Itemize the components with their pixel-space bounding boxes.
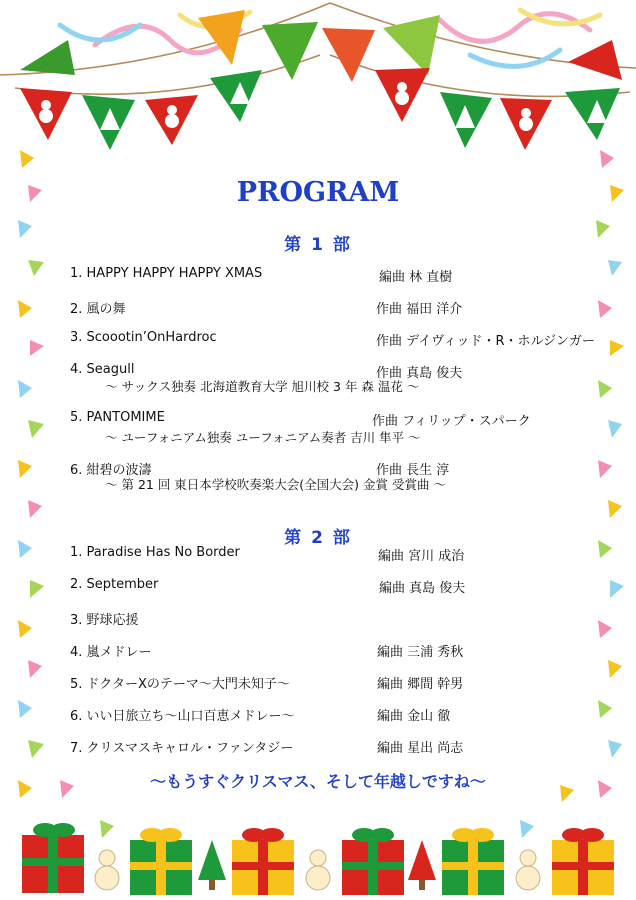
part1-item-4-credit: 作曲 真島 俊夫	[376, 366, 463, 381]
program-title: PROGRAM	[236, 177, 400, 208]
part2-item-2-credit: 編曲 真島 俊夫	[379, 581, 466, 596]
part2-item-5-title: 5. ドクターXのテーマ〜大門未知子〜	[70, 677, 290, 692]
part2-item-6-title: 6. いい日旅立ち〜山口百恵メドレー〜	[70, 709, 295, 724]
part2-item-2-title: 2. September	[70, 577, 159, 592]
part1-item-4-title: 4. Seagull	[70, 362, 135, 377]
part2-item-1-title: 1. Paradise Has No Border	[70, 545, 240, 560]
part2-item-4-title: 4. 嵐メドレー	[70, 645, 152, 660]
part1-item-5-title: 5. PANTOMIME	[70, 410, 165, 425]
part2-item-7-title: 7. クリスマスキャロル・ファンタジー	[70, 741, 294, 756]
part2-item-6-credit: 編曲 金山 徹	[377, 709, 451, 724]
part-1-heading: 第 1 部	[284, 235, 352, 255]
part1-item-1-title: 1. HAPPY HAPPY HAPPY XMAS	[70, 266, 263, 281]
part1-item-5-credit: 作曲 フィリップ・スパーク	[372, 414, 531, 429]
closing-message: 〜もうすぐクリスマス、そして年越しですね〜	[150, 772, 486, 791]
part1-item-6-credit: 作曲 長生 淳	[376, 463, 450, 478]
part1-item-1-credit: 編曲 林 直樹	[379, 270, 453, 285]
part2-item-7-credit: 編曲 星出 尚志	[377, 741, 464, 756]
part2-item-3-title: 3. 野球応援	[70, 613, 139, 628]
part2-item-4-credit: 編曲 三浦 秀秋	[377, 645, 464, 660]
part2-item-5-credit: 編曲 郷間 幹男	[377, 677, 464, 692]
part-2-heading: 第 2 部	[284, 528, 352, 548]
part2-item-1-credit: 編曲 宮川 成治	[378, 549, 465, 564]
part1-item-6-note: 〜 第 21 回 東日本学校吹奏楽大会(全国大会) 金賞 受賞曲 〜	[105, 477, 446, 492]
part1-item-2-credit: 作曲 福田 洋介	[376, 302, 463, 317]
part1-item-3-title: 3. Scoootin’OnHardroc	[70, 330, 217, 345]
part1-item-5-note: 〜 ユーフォニアム独奏 ユーフォニアム奏者 吉川 隼平 〜	[105, 430, 421, 445]
part1-item-2-title: 2. 風の舞	[70, 302, 126, 317]
part1-item-3-credit: 作曲 デイヴィッド・R・ホルジンガー	[376, 334, 595, 349]
part1-item-6-title: 6. 紺碧の波濤	[70, 463, 152, 478]
part1-item-4-note: 〜 サックス独奏 北海道教育大学 旭川校 3 年 森 温花 〜	[105, 379, 420, 394]
